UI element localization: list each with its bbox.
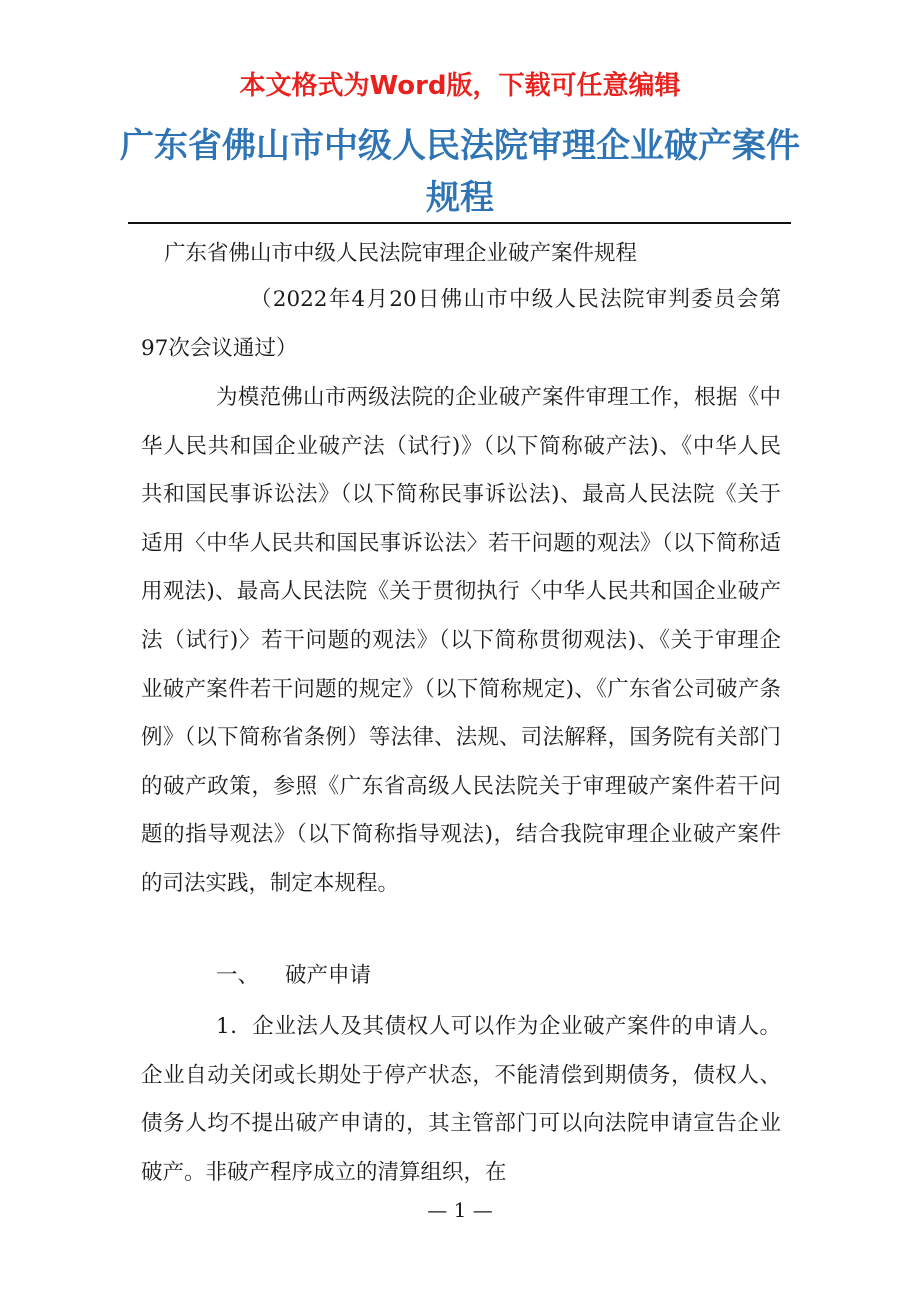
title-divider (128, 222, 791, 224)
section-title: 破产申请 (285, 963, 372, 988)
document-title: 广东省佛山市中级人民法院审理企业破产案件规程 (120, 126, 800, 218)
format-notice-banner: 本文格式为Word版，下载可任意编辑 (239, 71, 681, 101)
page-number: — 1 — (427, 1198, 493, 1222)
section-heading (216, 952, 371, 1000)
section-number: 一、 (216, 963, 260, 988)
article-1-paragraph: 1．企业法人及其债权人可以作为企业破产案件的申请人。企业自动关闭或长期处于停产状态，不能清偿到期债务，债权人、债务人均不提出破产申请的，其主管部门可以向法院申请宣告企业破产。非破产程序成立的清算组织，在 (141, 1014, 781, 1185)
adoption-note: （2022年4月20日佛山市中级人民法院审判委员会第97次会议通过） (141, 287, 781, 361)
preamble-paragraph: 为模范佛山市两级法院的企业破产案件审理工作，根据《中华人民共和国企业破产法（试行)》（以下简称破产法)、《中华人民共和国民事诉讼法》（以下简称民事诉讼法)、最高人民法院《关于适用〈中华人民共和国民事诉讼法〉若干问题的观法》（以下简称适用观法)、最高人民法院《关于贯彻执行〈中华人民共和国企业破产法（试行)〉若干问题的观法》（以下简称贯彻观法)、《关于审理企业破产案件若干问题的规定》（以下简称规定)、《广东省公司破产条例》（以下简称省条例）等法律、法规、司法解释，国务院有关部门的破产政策，参照《广东省高级人民法院关于审理破产案件若干问题的指导观法》（以下简称指导观法)，结合我院审理企业破产案件的司法实践，制定本规程。 (141, 385, 781, 896)
document-subtitle: 广东省佛山市中级人民法院审理企业破产案件规程 (164, 241, 638, 266)
adoption-note-block (141, 276, 781, 373)
article-block (141, 1003, 781, 1197)
preamble-block (141, 374, 781, 909)
